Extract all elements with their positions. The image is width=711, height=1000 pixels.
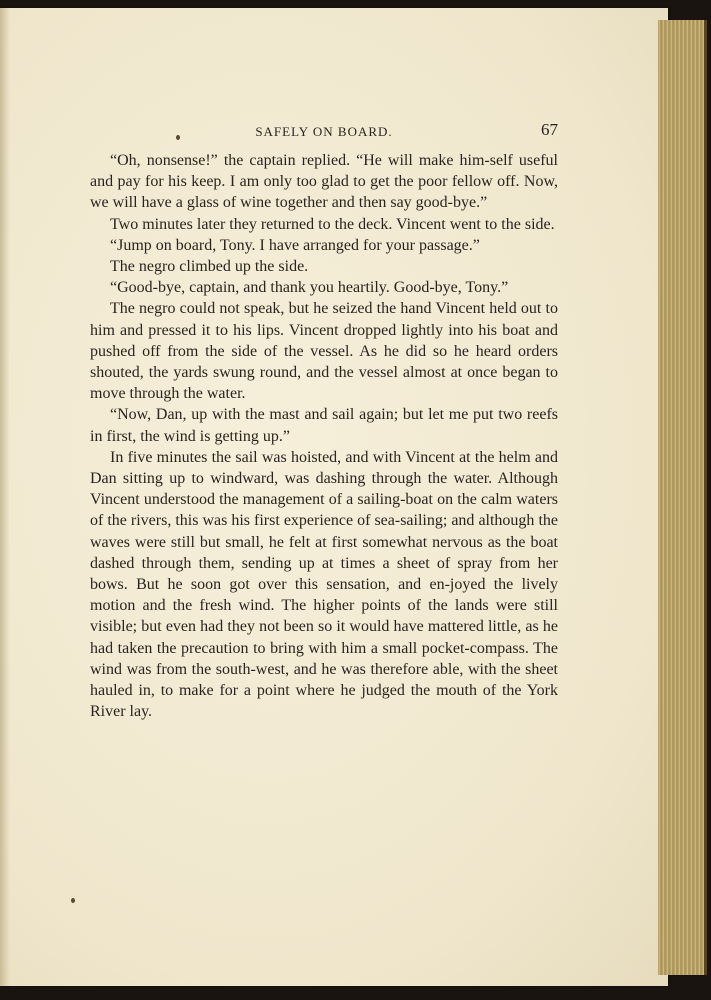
paragraph: “Jump on board, Tony. I have arranged for your passage.” bbox=[110, 236, 480, 254]
paragraph: The negro climbed up the side. bbox=[110, 258, 309, 276]
paragraph: The negro could not speak, but he seized the hand Vincent held out to him and pressed it to his lips. Vincent dropped lightly into his boat and pushed off from the side of the vessel. As he did so he heard orders shouted, the yards swung round, and the vessel almost at once began to move through the water. bbox=[90, 300, 558, 403]
page-number: 67 bbox=[541, 120, 558, 139]
running-head bbox=[90, 120, 558, 142]
paper-speck bbox=[71, 898, 75, 903]
running-title: SAFELY ON BOARD. bbox=[255, 124, 393, 139]
body-text bbox=[90, 150, 558, 722]
paragraph: “Good-bye, captain, and thank you heartily. Good-bye, Tony.” bbox=[110, 279, 509, 297]
paragraph: Two minutes later they returned to the deck. Vincent went to the side. bbox=[110, 215, 555, 233]
page-gutter-shadow bbox=[0, 8, 10, 986]
paragraph: “Oh, nonsense!” the captain replied. “He will make him-self useful and pay for his keep. I am only too glad to get the poor fellow off. Now, we will have a glass of wine together and then say good-bye.” bbox=[90, 152, 558, 212]
paragraph: In five minutes the sail was hoisted, and with Vincent at the helm and Dan sitting up to windward, was dashing through the water. Although Vincent understood the management of a sailing-boat on the calm waters of the rivers, this was his first experience of sea-sailing; and although the waves were still but small, he felt at first somewhat nervous as the boat dashed through them, sending up at times a sheet of spray from her bows. But he soon got over this sensation, and en-joyed the lively motion and the fresh wind. The higher points of the lands were still visible; but even had they not been so it would have mattered little, as he had taken the precaution to bring with him a small pocket-compass. The wind was from the south-west, and he was therefore able, with the sheet hauled in, to make for a point where he judged the mouth of the York River lay. bbox=[90, 448, 558, 721]
page-edges bbox=[658, 20, 707, 975]
paragraph: “Now, Dan, up with the mast and sail again; but let me put two reefs in first, the wind is getting up.” bbox=[90, 406, 558, 445]
